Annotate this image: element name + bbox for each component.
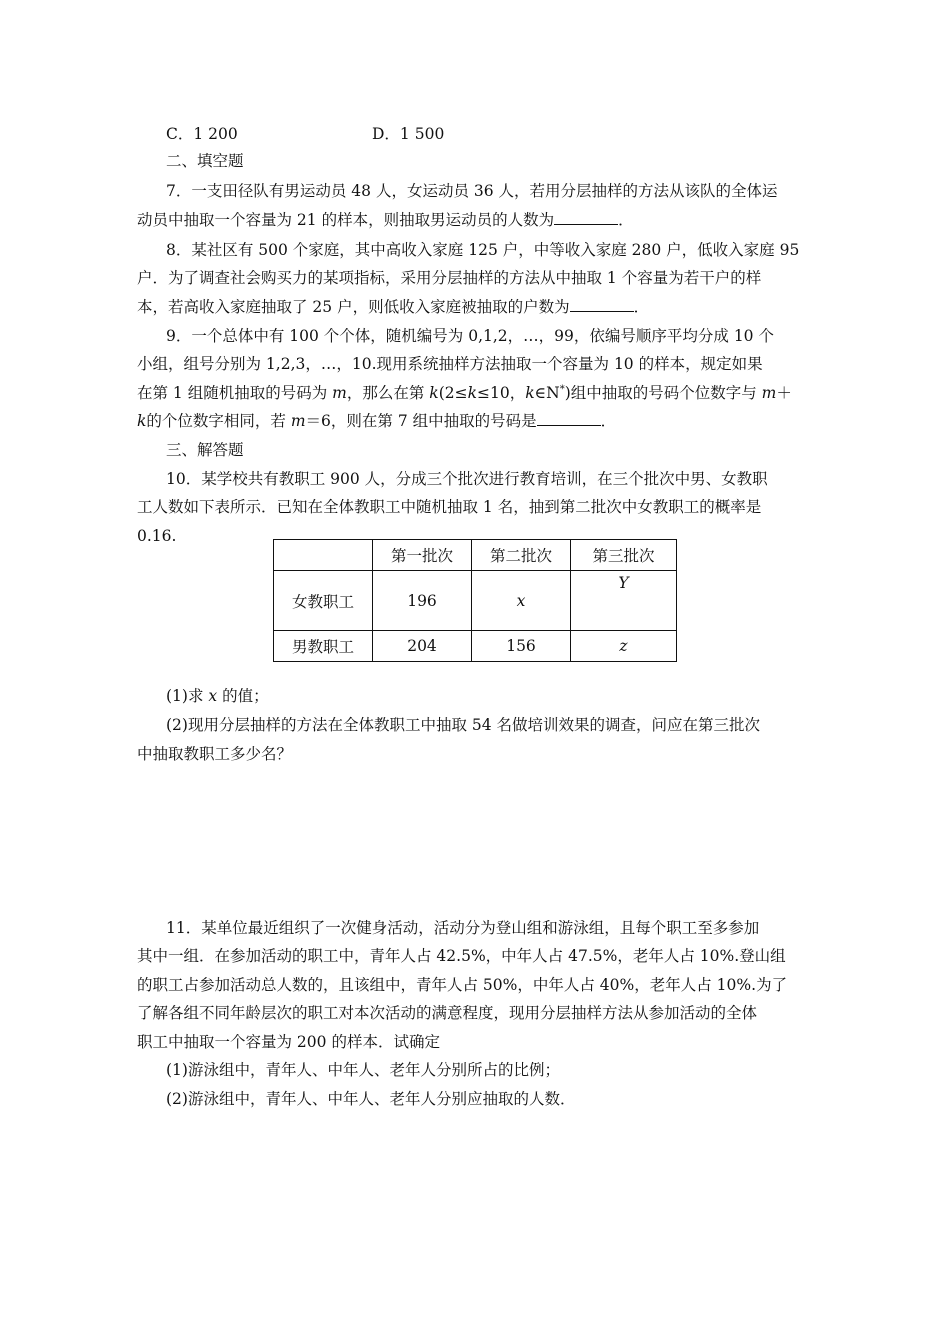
row-label: 男教职工 bbox=[274, 631, 373, 662]
q11-line-2: 其中一组．在参加活动的职工中，青年人占 42.5%，中年人占 47.5%，老年人占 10%.登山组 bbox=[137, 947, 786, 965]
q11-line-1: 11．某单位最近组织了一次健身活动，活动分为登山组和游泳组，且每个职工至多参加 bbox=[166, 919, 760, 937]
q11-line-4: 了解各组不同年龄层次的职工对本次活动的满意程度，现用分层抽样方法从参加活动的全体 bbox=[137, 1004, 758, 1022]
q8-line-2: 户．为了调查社会购买力的某项指标，采用分层抽样的方法从中抽取 1 个容量为若干户的样 bbox=[137, 269, 762, 287]
q8-line-3: 本，若高收入家庭抽取了 25 户，则低收入家庭被抽取的户数为 ． bbox=[137, 298, 650, 316]
q11-line-3: 的职工占参加活动总人数的，且该组中，青年人占 50%，中年人占 40%，老年人占 10%.为了 bbox=[137, 976, 788, 994]
q10-line-3: 0.16. bbox=[137, 527, 177, 545]
q10-line-1: 10．某学校共有教职工 900 人，分成三个批次进行教育培训，在三个批次中男、女教职 bbox=[166, 470, 768, 488]
q9-line-4: k的个位数字相同，若 m＝6，则在第 7 组中抽取的号码是 ． bbox=[137, 412, 617, 430]
row-label: 女教职工 bbox=[274, 571, 373, 631]
table-cell: 196 bbox=[373, 571, 472, 631]
q10-sub-2-line-1: (2)现用分层抽样的方法在全体教职工中抽取 54 名做培训效果的调查，问应在第三批次 bbox=[166, 716, 761, 734]
q9-line-3: 在第 1 组随机抽取的号码为 m，那么在第 k(2≤k≤10，k∈N*)组中抽取的号码个位数字与 m＋ bbox=[137, 383, 792, 402]
q10-sub-1: (1)求 x 的值； bbox=[166, 687, 269, 705]
table-cell: 204 bbox=[373, 631, 472, 662]
section-solve-heading: 三、解答题 bbox=[166, 441, 244, 459]
q10-line-2: 工人数如下表所示．已知在全体教职工中随机抽取 1 名，抽到第二批次中女教职工的概率是 bbox=[137, 498, 762, 516]
table-header-cell: 第三批次 bbox=[571, 540, 677, 571]
table-cell: z bbox=[571, 631, 677, 662]
table-row bbox=[274, 571, 677, 631]
table-header-row bbox=[274, 540, 677, 571]
table-cell: 156 bbox=[472, 631, 571, 662]
table-header-cell: 第一批次 bbox=[373, 540, 472, 571]
q11-line-5: 职工中抽取一个容量为 200 的样本．试确定 bbox=[137, 1033, 440, 1051]
q8-line-1: 8．某社区有 500 个家庭，其中高收入家庭 125 户，中等收入家庭 280 户，低收入家庭 95 bbox=[166, 241, 800, 259]
answer-blank bbox=[537, 411, 601, 426]
staff-table bbox=[273, 539, 677, 662]
q7-line-2: 动员中抽取一个容量为 21 的样本，则抽取男运动员的人数为 ． bbox=[137, 211, 634, 229]
answer-blank bbox=[570, 297, 634, 312]
q9-line-2: 小组，组号分别为 1,2,3，…，10.现用系统抽样方法抽取一个容量为 10 的样本，规定如果 bbox=[137, 355, 763, 373]
q7-line-1: 7．一支田径队有男运动员 48 人，女运动员 36 人，若用分层抽样的方法从该队的全体运 bbox=[166, 182, 778, 200]
option-c: C．1 200 bbox=[166, 125, 238, 143]
q11-sub-1: (1)游泳组中，青年人、中年人、老年人分别所占的比例； bbox=[166, 1061, 560, 1079]
option-d: D．1 500 bbox=[372, 125, 445, 143]
table-row bbox=[274, 631, 677, 662]
q9-line-1: 9．一个总体中有 100 个个体，随机编号为 0,1,2，…，99，依编号顺序平均分成 10 个 bbox=[166, 327, 774, 345]
table-header-cell bbox=[274, 540, 373, 571]
table-cell: x bbox=[472, 571, 571, 631]
answer-blank bbox=[554, 210, 618, 225]
table-cell: Y bbox=[571, 571, 677, 631]
q10-sub-2-line-2: 中抽取教职工多少名？ bbox=[137, 745, 293, 763]
section-fill-heading: 二、填空题 bbox=[166, 152, 244, 170]
table-header-cell: 第二批次 bbox=[472, 540, 571, 571]
q11-sub-2: (2)游泳组中，青年人、中年人、老年人分别应抽取的人数． bbox=[166, 1090, 576, 1108]
